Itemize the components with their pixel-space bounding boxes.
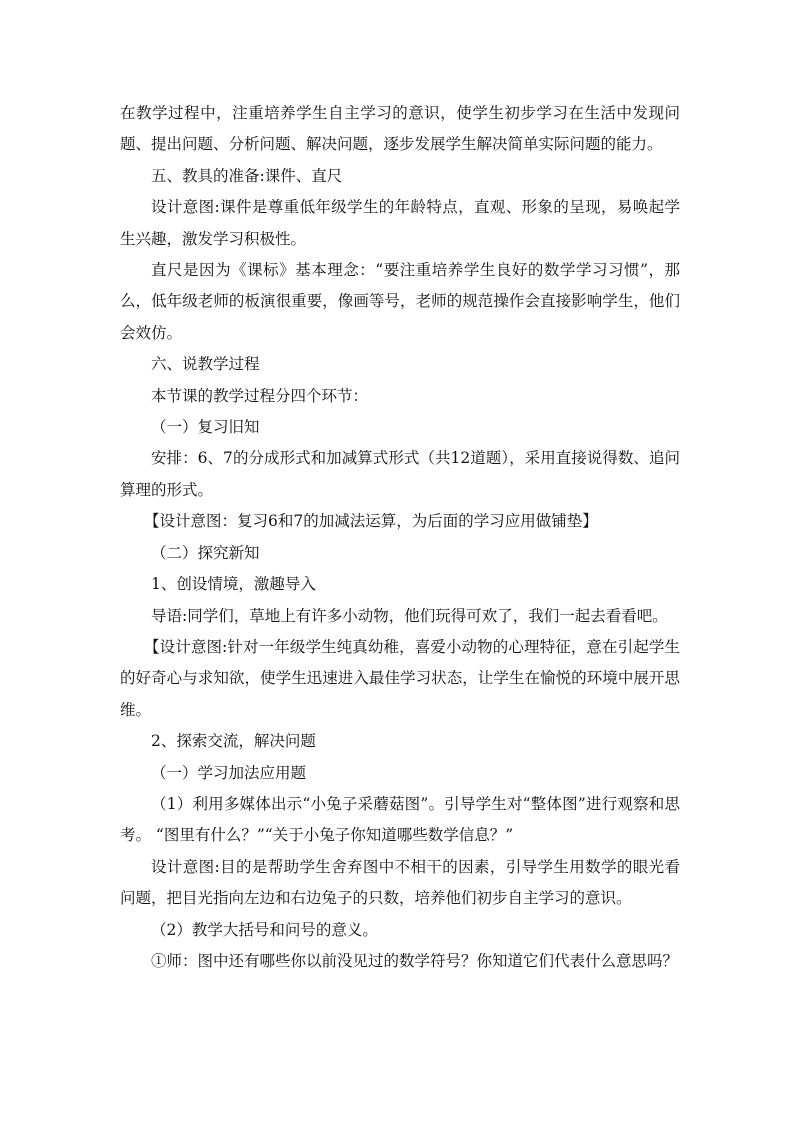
paragraph-design-intent-courseware: 设计意图:课件是尊重低年级学生的年龄特点，直观、形象的呈现，易唤起学生兴趣，激发学习积极性。 [120,198,680,248]
subheading-explore-new: （二）探究新知 [151,543,260,562]
paragraph-multimedia-step: （1）利用多媒体出示“小兔子采蘑菇图”。引导学生对“整体图”进行观察和思考。 “图里有什么？”“关于小兔子你知道哪些数学信息？” [120,794,680,845]
paragraph-ruler-reason: 直尺是因为《课标》基本理念：“要注重培养学生良好的数学学习习惯”，那么，低年级老师的板演很重要，像画等号，老师的规范操作会直接影响学生，他们会效仿。 [120,261,680,342]
paragraph-intro-continued: 在教学过程中，注重培养学生自主学习的意识，使学生初步学习在生活中发现问题、提出问题、分析问题、解决问题，逐步发展学生解决简单实际问题的能力。 [120,104,680,154]
subheading-review: （一）复习旧知 [151,418,260,437]
document-page [120,98,680,977]
paragraph-review-arrangement: 安排：6、7的分成形式和加减算式形式（共12道题），采用直接说得数、追问算理的形式。 [120,449,680,499]
subheading-explore-exchange: 2、探索交流，解决问题 [151,732,316,751]
paragraph-lead-in: 导语:同学们，草地上有许多小动物，他们玩得可欢了，我们一起去看看吧。 [151,606,668,625]
paragraph-multimedia-design-intent: 设计意图:目的是帮助学生舍弃图中不相干的因素，引导学生用数学的眼光看问题，把目光指向左边和右边兔子的只数，培养他们初步自主学习的意识。 [120,857,680,908]
subheading-create-situation: 1、创设情境，激趣导入 [151,575,316,594]
subheading-addition-problems: （一）学习加法应用题 [151,763,307,782]
heading-teaching-process: 六、说教学过程 [151,355,260,374]
paragraph-teacher-question: ①师：图中还有哪些你以前没见过的数学符号？你知道它们代表什么意思吗？ [151,951,679,970]
heading-teaching-aids: 五、教具的准备:课件、直尺 [151,166,343,185]
paragraph-review-design-intent: 【设计意图：复习6和7的加减法运算，为后面的学习应用做铺垫】 [144,512,598,531]
paragraph-process-overview: 本节课的教学过程分四个环节： [151,386,369,405]
paragraph-braces-question-mark: （2）教学大括号和问号的意义。 [151,920,378,939]
paragraph-lead-in-design-intent: 【设计意图:针对一年级学生纯真幼稚，喜爱小动物的心理特征，意在引起学生的好奇心与求知欲，使学生迅速进入最佳学习状态，让学生在愉悦的环境中展开思维。 [120,637,680,719]
